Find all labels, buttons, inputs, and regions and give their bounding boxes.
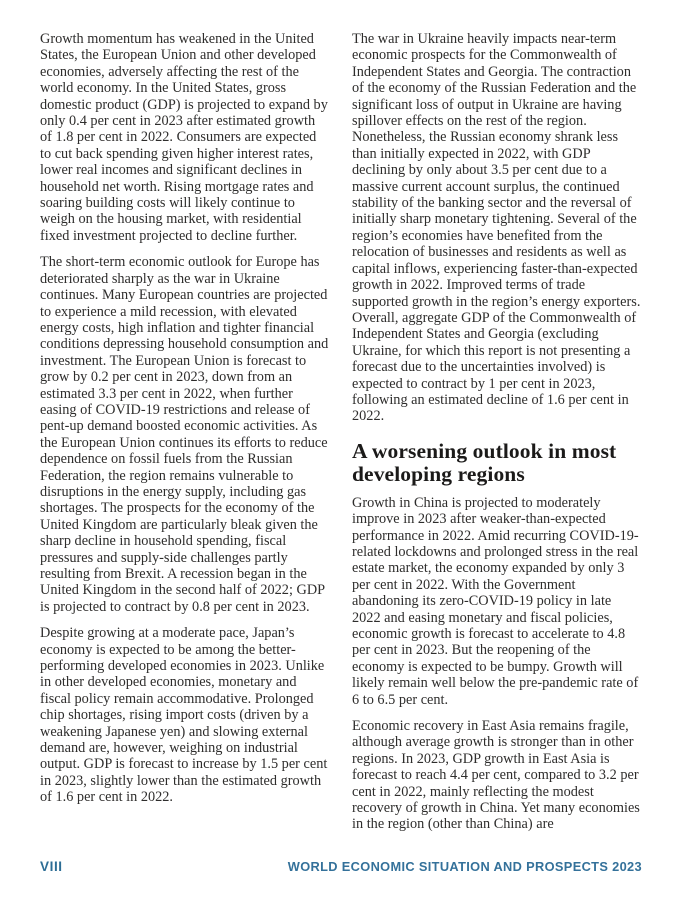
paragraph-developed-economies: Growth momentum has weakened in the United States, the European Union and other developed economies, adversely affecting the rest of the world economy. In the United States, gross domestic product (GDP) is projected to expand by only 0.4 per cent in 2023 after estimated growth of 1.8 per cent in 2022. Consumers are expected to cut back spending given higher interest rates, lower real incomes and significant declines in household net worth. Rising mortgage rates and soaring building costs will likely continue to weigh on the housing market, with residential fixed investment projected to decline further. [40, 31, 328, 244]
section-heading-developing-regions: A worsening outlook in most developing regions [352, 438, 617, 486]
paragraph-east-asia: Economic recovery in East Asia remains fragile, although average growth is stronger than in other regions. In 2023, GDP growth in East Asia is forecast to reach 4.4 per cent, compared to 3.2 per cent in 2022, mainly reflecting the modest recovery of growth in China. Yet many economies in the region (other than China) are [352, 718, 640, 833]
paragraph-cis-georgia: The war in Ukraine heavily impacts near-term economic prospects for the Commonwealth of Independent States and Georgia. The contraction of the economy of the Russian Federation and the significant loss of output in Ukraine are having spillover effects on the rest of the region. Nonetheless, the Russian economy shrank less than initially expected in 2022, with GDP declining by only about 3.5 per cent due to a massive current account surplus, the continued stability of the banking sector and the reversal of initially sharp monetary tightening. Several of the region’s economies have benefited from the relocation of businesses and residents as well as capital inflows, experiencing faster-than-expected growth in 2022. Improved terms of trade supported growth in the region’s energy exporters. Overall, aggregate GDP of the Commonwealth of Independent States and Georgia (excluding Ukraine, for which this report is not presenting a forecast due to the uncertainties involved) is expected to contract by 1 per cent in 2023, following an estimated decline of 1.6 per cent in 2022. [352, 31, 641, 425]
paragraph-europe-outlook: The short-term economic outlook for Europe has deteriorated sharply as the war in Ukraine continues. Many European countries are projected to experience a mild recession, with elevated energy costs, high inflation and tighter financial conditions depressing household consumption and investment. The European Union is forecast to grow by 0.2 per cent in 2023, down from an estimated 3.3 per cent in 2022, when further easing of COVID-19 restrictions and release of pent-up demand boosted economic activities. As the European Union continues its efforts to reduce dependence on fossil fuels from the Russian Federation, the region remains vulnerable to disruptions in the energy supply, including gas shortages. The prospects for the economy of the United Kingdom are particularly bleak given the sharp decline in household spending, fiscal pressures and supply-side challenges partly resulting from Brexit. A recession began in the United Kingdom in the second half of 2022; GDP is projected to contract by 0.8 per cent in 2023. [40, 254, 329, 615]
page-footer [40, 859, 642, 874]
paragraph-china: Growth in China is projected to moderately improve in 2023 after weaker-than-expected performance in 2022. Amid recurring COVID-19-related lockdowns and prolonged stress in the real estate market, the economy expanded by only 3 per cent in 2022. With the Government abandoning its zero-COVID-19 policy in late 2022 and easing monetary and fiscal policies, economic growth is forecast to accelerate to 4.8 per cent in 2023. But the reopening of the economy is expected to be bumpy. Growth will likely remain well below the pre-pandemic rate of 6 to 6.5 per cent. [352, 494, 639, 708]
page-number: VIII [40, 859, 63, 874]
left-column [40, 31, 330, 843]
paragraph-japan: Despite growing at a moderate pace, Japan’s economy is expected to be among the better-performing developed economies in 2023. Unlike in other developed economies, monetary and fiscal policy remain accommodative. Prolonged chip shortages, rising import costs (driven by a weakening Japanese yen) and slowing external demand are, however, weighing on industrial output. GDP is forecast to increase by 1.5 per cent in 2023, slightly lower than the estimated growth of 1.6 per cent in 2022. [40, 625, 328, 806]
footer-report-title: WORLD ECONOMIC SITUATION AND PROSPECTS 2023 [287, 859, 642, 874]
right-column [352, 31, 642, 843]
page-body [40, 31, 642, 843]
